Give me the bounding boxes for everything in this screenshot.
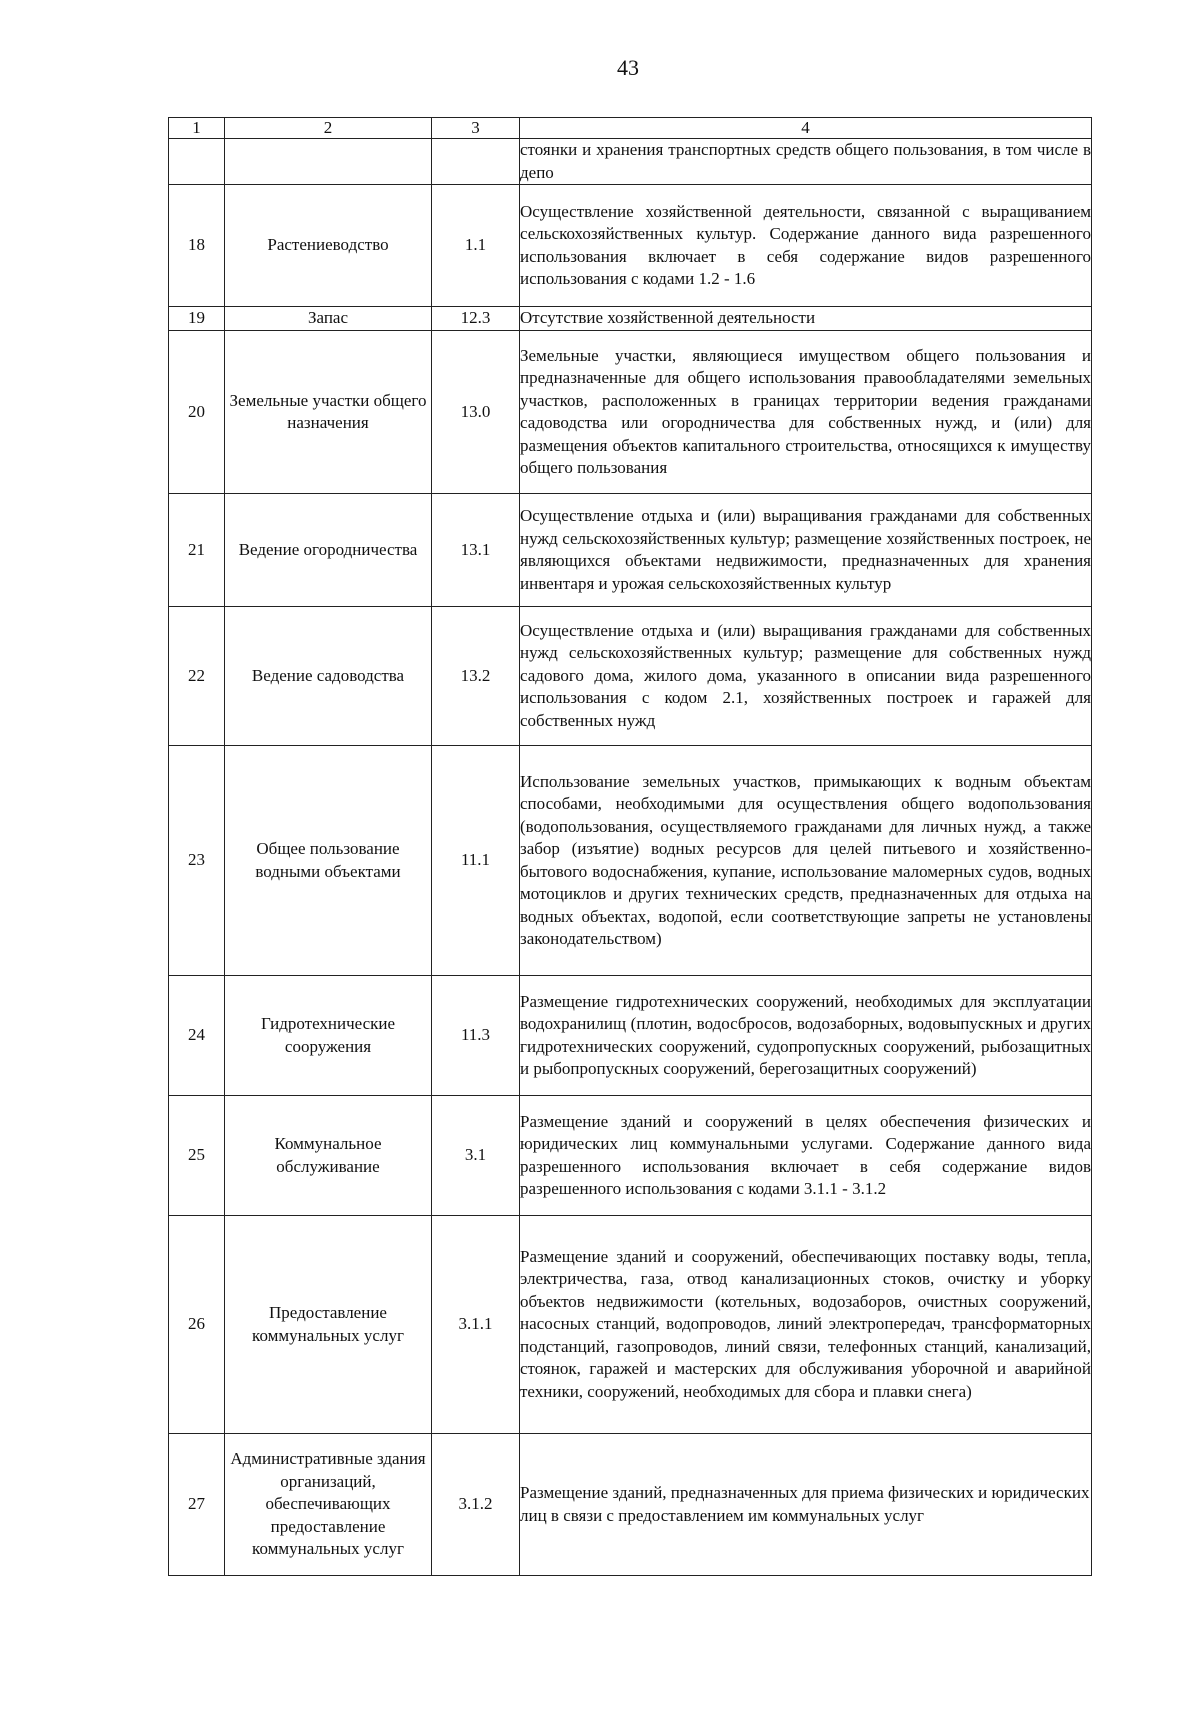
row-number: 25: [169, 1096, 225, 1216]
use-type-name: Запас: [225, 307, 432, 331]
row-number: 22: [169, 607, 225, 746]
table-row: [169, 746, 1092, 976]
use-type-code: 3.1.2: [432, 1434, 520, 1576]
use-type-description: Осуществление отдыха и (или) выращивания гражданами для собственных нужд сельскохозяйственных культур; размещение хозяйственных построек, не являющихся объектами недвижимости, предназначенных для хранения инвентаря и урожая сельскохозяйственных культур: [520, 494, 1092, 607]
use-type-code: 11.1: [432, 746, 520, 976]
column-header-1: 1: [169, 118, 225, 139]
use-type-description: Осуществление отдыха и (или) выращивания гражданами для собственных нужд сельскохозяйственных культур; размещение для собственных нужд садового дома, жилого дома, указанного в описании вида разрешенного использования с кодом 2.1, хозяйственных построек и гаражей для собственных нужд: [520, 607, 1092, 746]
row-number: [169, 139, 225, 185]
table-row: [169, 1216, 1092, 1434]
page-number: 43: [617, 55, 639, 80]
table-row: [169, 331, 1092, 494]
table-header-row: [169, 118, 1092, 139]
use-type-description: Размещение гидротехнических сооружений, необходимых для эксплуатации водохранилищ (плотин, водосбросов, водозаборных, водовыпускных и других гидротехнических сооружений, судопропускных сооружений, рыбозащитных и рыбопропускных сооружений, берегозащитных сооружений): [520, 976, 1092, 1096]
use-type-description: стоянки и хранения транспортных средств общего пользования, в том числе в депо: [520, 139, 1092, 185]
use-type-description: Земельные участки, являющиеся имуществом общего пользования и предназначенные для общего использования правообладателями земельных участков, расположенных в границах территории ведения гражданами садоводства или огородничества для собственных нужд, и (или) для размещения объектов капитального строительства, относящихся к имуществу общего пользования: [520, 331, 1092, 494]
use-type-description: Размещение зданий и сооружений в целях обеспечения физических и юридических лиц коммунальными услугами. Содержание данного вида разрешенного использования включает в себя содержание видов разрешенного использования с кодами 3.1.1 - 3.1.2: [520, 1096, 1092, 1216]
land-use-table: [168, 117, 1092, 1576]
use-type-description: Размещение зданий и сооружений, обеспечивающих поставку воды, тепла, электричества, газа, отвод канализационных стоков, очистку и уборку объектов недвижимости (котельных, водозаборов, очистных сооружений, насосных станций, водопроводов, линий электропередач, трансформаторных подстанций, газопроводов, линий связи, телефонных станций, канализаций, стоянок, гаражей и мастерских для обслуживания уборочной и аварийной техники, сооружений, необходимых для сбора и плавки снега): [520, 1216, 1092, 1434]
use-type-code: 13.2: [432, 607, 520, 746]
column-header-4: 4: [520, 118, 1092, 139]
use-type-description: Отсутствие хозяйственной деятельности: [520, 307, 1092, 331]
row-number: 27: [169, 1434, 225, 1576]
use-type-name: Административные здания организаций, обеспечивающих предоставление коммунальных услуг: [225, 1434, 432, 1576]
use-type-name: Гидротехнические сооружения: [225, 976, 432, 1096]
use-type-code: [432, 139, 520, 185]
use-type-name: Общее пользование водными объектами: [225, 746, 432, 976]
use-type-description: Размещение зданий, предназначенных для приема физических и юридических лиц в связи с предоставлением им коммунальных услуг: [520, 1434, 1092, 1576]
use-type-name: Коммунальное обслуживание: [225, 1096, 432, 1216]
table-row: [169, 307, 1092, 331]
table-row: [169, 139, 1092, 185]
use-type-code: 13.0: [432, 331, 520, 494]
row-number: 20: [169, 331, 225, 494]
row-number: 26: [169, 1216, 225, 1434]
table-row: [169, 976, 1092, 1096]
use-type-name: Растениеводство: [225, 185, 432, 307]
table-row: [169, 185, 1092, 307]
use-type-name: Земельные участки общего назначения: [225, 331, 432, 494]
use-type-description: Использование земельных участков, примыкающих к водным объектам способами, необходимыми для осуществления общего водопользования (водопользования, осуществляемого гражданами для личных нужд, а также забор (изъятие) водных ресурсов для целей питьевого и хозяйственно-бытового водоснабжения, купание, использование маломерных судов, водных мотоциклов и других технических средств, предназначенных для отдыха на водных объектах, водопой, если соответствующие запреты не установлены законодательством): [520, 746, 1092, 976]
use-type-code: 3.1: [432, 1096, 520, 1216]
use-type-code: 11.3: [432, 976, 520, 1096]
use-type-name: Предоставление коммунальных услуг: [225, 1216, 432, 1434]
row-number: 18: [169, 185, 225, 307]
row-number: 23: [169, 746, 225, 976]
row-number: 24: [169, 976, 225, 1096]
use-type-code: 1.1: [432, 185, 520, 307]
table-row: [169, 607, 1092, 746]
use-type-name: Ведение огородничества: [225, 494, 432, 607]
use-type-name: [225, 139, 432, 185]
column-header-3: 3: [432, 118, 520, 139]
use-type-code: 3.1.1: [432, 1216, 520, 1434]
use-type-description: Осуществление хозяйственной деятельности, связанной с выращиванием сельскохозяйственных культур. Содержание данного вида разрешенного использования включает в себя содержание видов разрешенного использования с кодами 1.2 - 1.6: [520, 185, 1092, 307]
column-header-2: 2: [225, 118, 432, 139]
table-row: [169, 1096, 1092, 1216]
use-type-code: 12.3: [432, 307, 520, 331]
table-row: [169, 1434, 1092, 1576]
use-type-code: 13.1: [432, 494, 520, 607]
row-number: 19: [169, 307, 225, 331]
use-type-name: Ведение садоводства: [225, 607, 432, 746]
row-number: 21: [169, 494, 225, 607]
table-row: [169, 494, 1092, 607]
